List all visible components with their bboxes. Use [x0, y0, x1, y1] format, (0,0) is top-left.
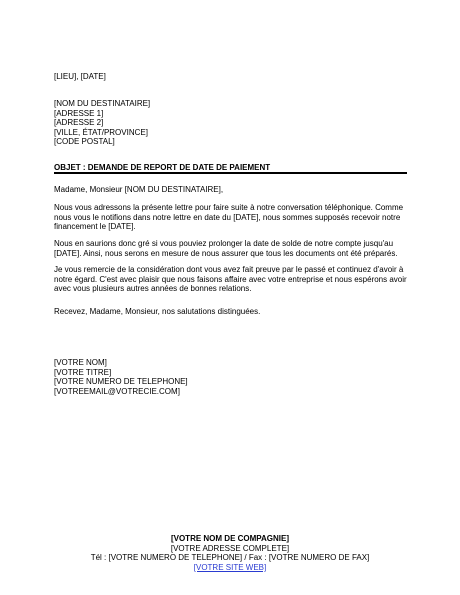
recipient-address-block	[54, 99, 408, 147]
body-paragraph-1-text: Nous vous adressons la présente lettre pour faire suite à notre conversation téléphonique. Comme nous vous le notifions dans notre lettre en date du [DATE], nous sommes supposés recevoir notre financement le [DATE].	[54, 203, 404, 232]
signature-title: [VOTRE TITRE]	[54, 367, 112, 377]
signature-email: [VOTREEMAIL@VOTRECIE.COM]	[54, 386, 180, 396]
signature-phone: [VOTRE NUMERO DE TELEPHONE]	[54, 377, 188, 387]
place-date-text: [LIEU], [DATE]	[54, 72, 106, 81]
body-paragraph-3-text: Je vous remercie de la considération dont vous avez fait preuve par le passé et continuez d'avoir à notre égard. C'est avec plaisir que nous faisons affaire avec votre entreprise et nous espérons avoir avec vous plusieurs autres années de bonnes relations.	[54, 265, 407, 294]
salutation	[54, 185, 408, 195]
recipient-postal-code: [CODE POSTAL]	[54, 137, 115, 147]
subject-line: OBJET : DEMANDE DE REPORT DE DATE DE PAIEMENT	[54, 163, 271, 172]
footer-website-link[interactable]: [VOTRE SITE WEB]	[193, 562, 267, 572]
body-paragraph-2	[54, 239, 408, 258]
body-paragraph-3	[54, 265, 408, 294]
footer-company-name: [VOTRE NOM DE COMPAGNIE]	[170, 534, 290, 543]
signature-block	[54, 358, 408, 396]
body-paragraph-1	[54, 203, 408, 232]
footer-contact: Tél : [VOTRE NUMERO DE TELEPHONE] / Fax : [VOTRE NUMERO DE FAX]	[90, 553, 370, 563]
recipient-city-state: [VILLE, ÉTAT/PROVINCE]	[54, 127, 148, 137]
closing-text: Recevez, Madame, Monsieur, nos salutations distinguées.	[54, 307, 261, 316]
salutation-text: Madame, Monsieur [NOM DU DESTINATAIRE],	[54, 185, 224, 194]
recipient-address-1: [ADRESSE 1]	[54, 108, 104, 118]
recipient-address-2: [ADRESSE 2]	[54, 118, 104, 128]
body-paragraph-2-text: Nous en saurions donc gré si vous pouviez prolonger la date de solde de notre compte jusqu'au [DATE]. Ainsi, nous serons en mesure de nous assurer que tous les documents ont été préparés.	[54, 239, 398, 258]
closing	[54, 307, 408, 317]
signature-name: [VOTRE NOM]	[54, 358, 107, 367]
subject-divider	[54, 172, 407, 174]
letterhead-footer	[0, 534, 460, 572]
recipient-name: [NOM DU DESTINATAIRE]	[54, 99, 151, 108]
footer-address: [VOTRE ADRESSE COMPLETE]	[170, 543, 290, 553]
place-date	[54, 72, 408, 82]
